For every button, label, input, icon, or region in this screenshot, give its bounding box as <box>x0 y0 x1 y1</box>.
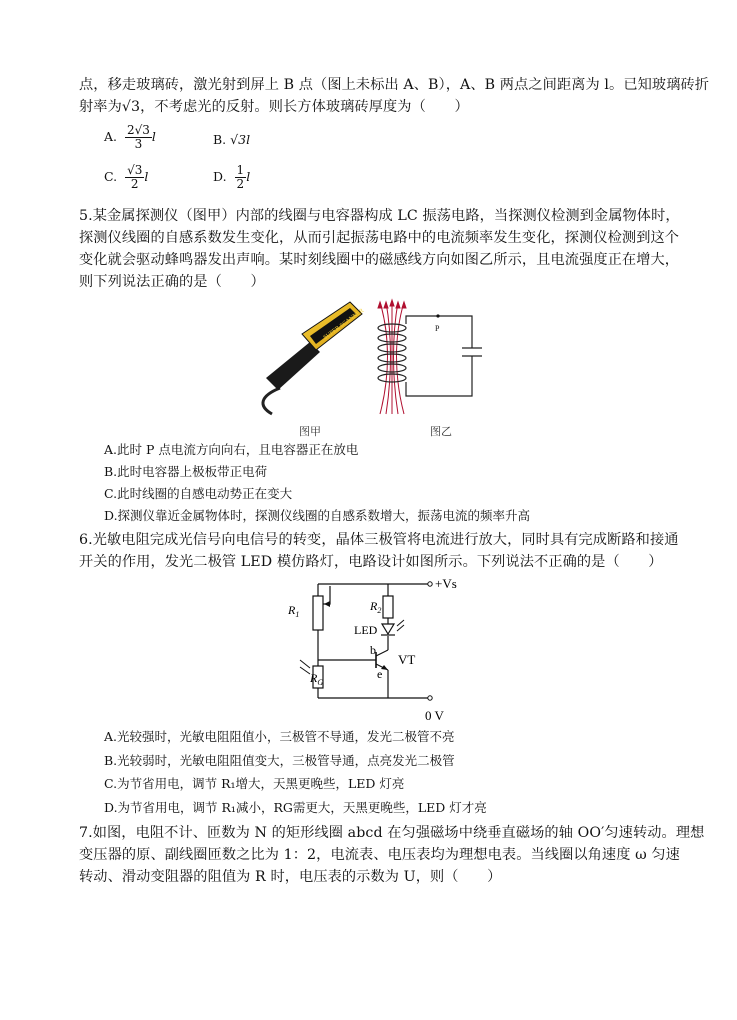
rg-label-sub: G <box>317 678 324 687</box>
fraction-numerator: √3 <box>127 163 143 177</box>
fraction-numerator: 2√3 <box>127 123 150 137</box>
r2-label-main: R <box>370 599 378 613</box>
q6-text-line-1: 6.光敏电阻完成光信号向电信号的转变，晶体三极管将电流进行放大，同时具有完成断路和接通 <box>79 532 679 548</box>
detector-handle <box>266 342 320 390</box>
q4-text-line-1: 点，移走玻璃砖，激光射到屏上 B 点（图上未标出 A、B），A、B 两点之间距离为 l。已知玻璃砖折 <box>79 77 710 93</box>
magnetic-field-lines <box>378 300 406 414</box>
q4-option-a[interactable] <box>104 124 156 151</box>
variable: l <box>246 169 251 184</box>
figure-caption-jia: 图甲 <box>299 425 321 438</box>
q6-text-line-2: 开关的作用，发光二极管 LED 模仿路灯，电路设计如图所示。下列说法不正确的是（ ） <box>79 554 663 570</box>
fraction-denominator: 3 <box>134 137 143 151</box>
option-letter: D. <box>213 169 227 184</box>
r1-label <box>287 603 299 619</box>
transistor-collector <box>376 650 388 656</box>
r1-wiper-arrow <box>324 601 330 607</box>
q5-option-d[interactable]: D.探测仪靠近金属物体时，探测仪线圈的自感系数增大，振荡电流的频率升高 <box>104 508 531 523</box>
option-letter: B. <box>213 132 227 147</box>
detector-brand-text: SUPER SCANNER <box>322 307 366 342</box>
lc-circuit-wires <box>406 316 482 396</box>
vt-label: VT <box>398 652 416 667</box>
q4-option-b[interactable] <box>213 131 250 149</box>
fraction-denominator: 2 <box>130 177 139 191</box>
q5-text-line-4: 则下列说法正确的是（ ） <box>79 274 265 290</box>
point-p-dot <box>436 314 439 317</box>
r2-resistor <box>383 596 393 618</box>
q4-text-line-2: 射率为√3，不考虑光的反射。则长方体玻璃砖厚度为（ ） <box>79 99 469 115</box>
r1-label-sub: 1 <box>295 610 300 619</box>
fraction <box>125 124 152 151</box>
ground-terminal <box>428 696 432 700</box>
q7-text-line-3: 转动、滑动变阻器的阻值为 R 时，电压表的示数为 U，则（ ） <box>79 869 502 885</box>
coil-capacitor-figure <box>368 296 488 420</box>
option-letter: C. <box>104 169 118 184</box>
q7-text-line-1: 7.如图，电阻不计、匝数为 N 的矩形线圈 abcd 在匀强磁场中绕垂直磁场的轴 OO′匀速转动。理想 <box>79 825 705 841</box>
metal-detector-figure <box>250 296 370 418</box>
r2-label-sub: 2 <box>377 606 382 615</box>
point-p-label: P <box>435 324 440 333</box>
q7-text-line-2: 变压器的原、副线圈匝数之比为 1：2，电流表、电压表均为理想电表。当线圈以角速度 ω 匀速 <box>79 847 680 863</box>
variable: l <box>151 129 156 144</box>
option-value: √3l <box>230 132 251 147</box>
r1-resistor <box>313 596 323 630</box>
detector-lanyard <box>263 388 280 414</box>
ground-label: 0 V <box>425 708 444 723</box>
led-label: LED <box>354 623 378 637</box>
emitter-label: e <box>377 667 383 681</box>
q6-option-c[interactable]: C.为节省用电，调节 R₁增大，天黑更晚些，LED 灯亮 <box>104 776 405 791</box>
option-letter: A. <box>104 129 118 144</box>
q5-text-line-3: 变化就会驱动蜂鸣器发出声响。某时刻线圈中的磁感线方向如图乙所示，且电流强度正在增大， <box>79 252 680 268</box>
q6-option-a[interactable]: A.光较强时，光敏电阻阻值小，三极管不导通，发光二极管不亮 <box>104 729 455 744</box>
q5-option-b[interactable]: B.此时电容器上极板带正电荷 <box>104 464 268 479</box>
figure-caption-yi: 图乙 <box>430 425 452 438</box>
q4-option-c[interactable] <box>104 164 148 191</box>
q4-option-d[interactable] <box>213 164 250 191</box>
q6-option-d[interactable]: D.为节省用电，调节 R₁减小，RG需更大，天黑更晚些，LED 灯才亮 <box>104 800 487 815</box>
rg-label-main: R <box>310 671 318 685</box>
q6-option-b[interactable]: B.光较弱时，光敏电阻阻值变大，三极管导通，点亮发光二极管 <box>104 753 455 768</box>
q5-text-line-1: 5.某金属探测仪（图甲）内部的线圈与电容器构成 LC 振荡电路，当探测仪检测到金属物体时， <box>79 208 680 224</box>
base-label: b <box>370 643 376 657</box>
led-light-rays <box>397 620 404 631</box>
led-circuit-diagram <box>280 574 470 726</box>
fraction <box>235 164 247 191</box>
rg-light-arrows <box>300 660 310 674</box>
fraction-denominator: 2 <box>236 177 245 191</box>
vs-label: +Vs <box>435 576 457 591</box>
q5-option-a[interactable]: A.此时 P 点电流方向向右，且电容器正在放电 <box>104 442 359 457</box>
q5-option-c[interactable]: C.此时线圈的自感电动势正在变大 <box>104 486 293 501</box>
q5-text-line-2: 探测仪线圈的自感系数发生变化，从而引起振荡电路中的电流频率发生变化，探测仪检测到这个 <box>79 230 680 246</box>
variable: l <box>144 169 149 184</box>
r1-label-main: R <box>288 603 296 617</box>
fraction-numerator: 1 <box>236 163 245 177</box>
vs-terminal <box>428 582 432 586</box>
fraction <box>125 164 144 191</box>
r2-label <box>369 599 381 615</box>
led-diode-symbol <box>382 624 394 634</box>
